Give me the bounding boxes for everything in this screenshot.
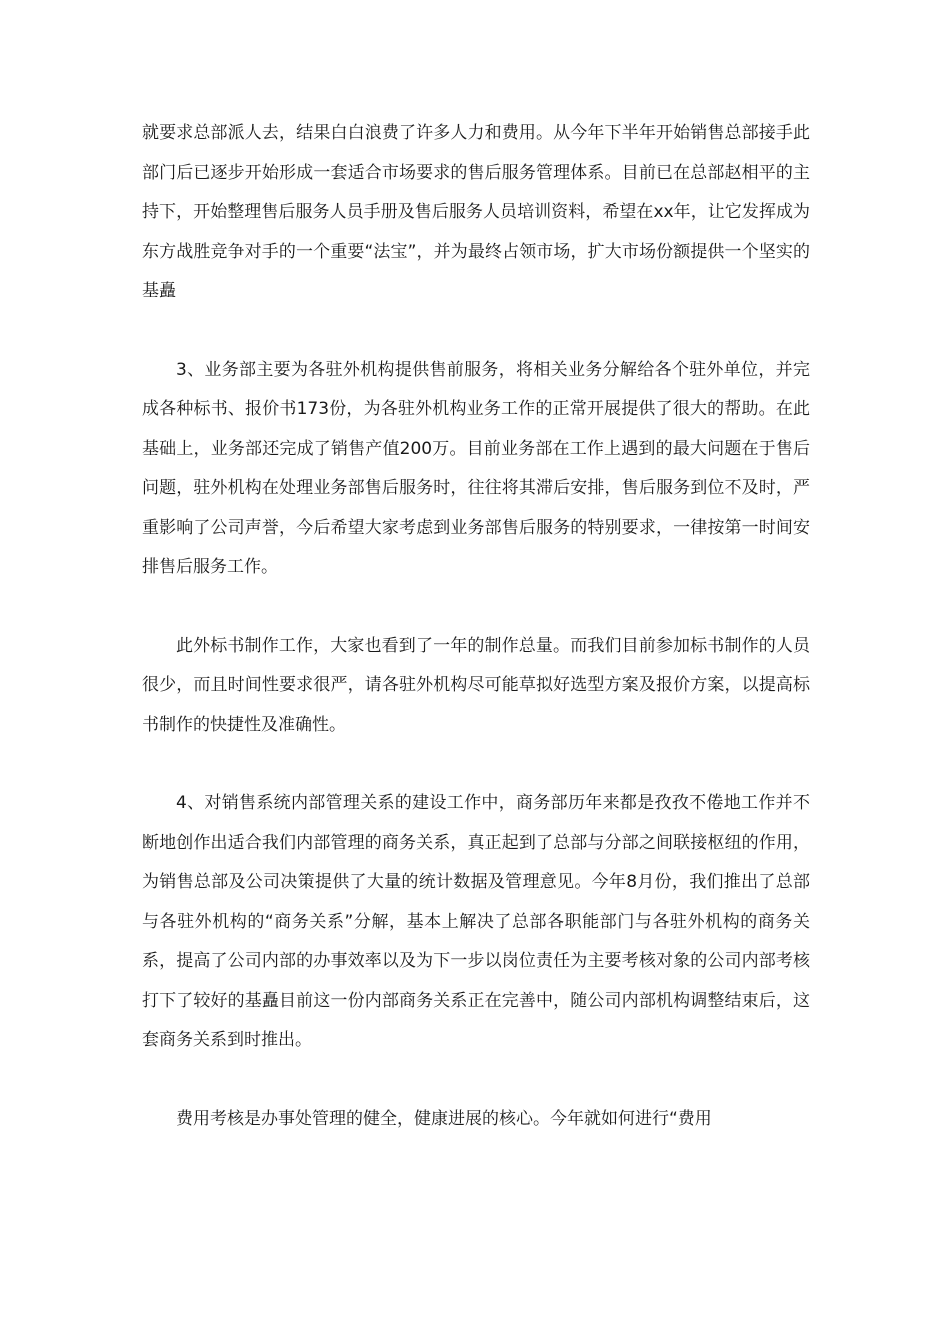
document-body — [142, 114, 810, 1178]
paragraph-business-department: 3、业务部主要为各驻外机构提供售前服务，将相关业务分解给各个驻外单位，并完成各种标书、报价书173份，为各驻外机构业务工作的正常开展提供了很大的帮助。在此基础上，业务部还完成了销售产值200万。目前业务部在工作上遇到的最大问题在于售后问题，驻外机构在处理业务部售后服务时，往往将其滞后安排，售后服务到位不及时，严重影响了公司声誉，今后希望大家考虑到业务部售后服务的特别要求，一律按第一时间安排售后服务工作。 — [142, 359, 810, 577]
paragraph-commerce-department: 4、对销售系统内部管理关系的建设工作中，商务部历年来都是孜孜不倦地工作并不断地创作出适合我们内部管理的商务关系，真正起到了总部与分部之间联接枢纽的作用，为销售总部及公司决策提供了大量的统计数据及管理意见。今年8月份，我们推出了总部与各驻外机构的“商务关系”分解，基本上解决了总部各职能部门与各驻外机构的商务关系，提高了公司内部的办事效率以及为下一步以岗位责任为主要考核对象的公司内部考核打下了较好的基矗目前这一份内部商务关系正在完善中，随公司内部机构调整结束后，这套商务关系到时推出。 — [142, 793, 810, 1050]
paragraph-after-sales-system: 就要求总部派人去，结果白白浪费了许多人力和费用。从今年下半年开始销售总部接手此部门后已逐步开始形成一套适合市场要求的售后服务管理体系。目前已在总部赵相平的主持下，开始整理售后服务人员手册及售后服务人员培训资料，希望在xx年，让它发挥成为东方战胜竞争对手的一个重要“法宝”，并为最终占领市场，扩大市场份额提供一个坚实的基矗 — [142, 123, 810, 301]
paragraph-expense-assessment: 费用考核是办事处管理的健全，健康进展的核心。今年就如何进行“费用 — [176, 1108, 712, 1129]
paragraph-bid-documents: 此外标书制作工作，大家也看到了一年的制作总量。而我们目前参加标书制作的人员很少，而且时间性要求很严，请各驻外机构尽可能草拟好选型方案及报价方案，以提高标书制作的快捷性及准确性。 — [142, 635, 810, 735]
